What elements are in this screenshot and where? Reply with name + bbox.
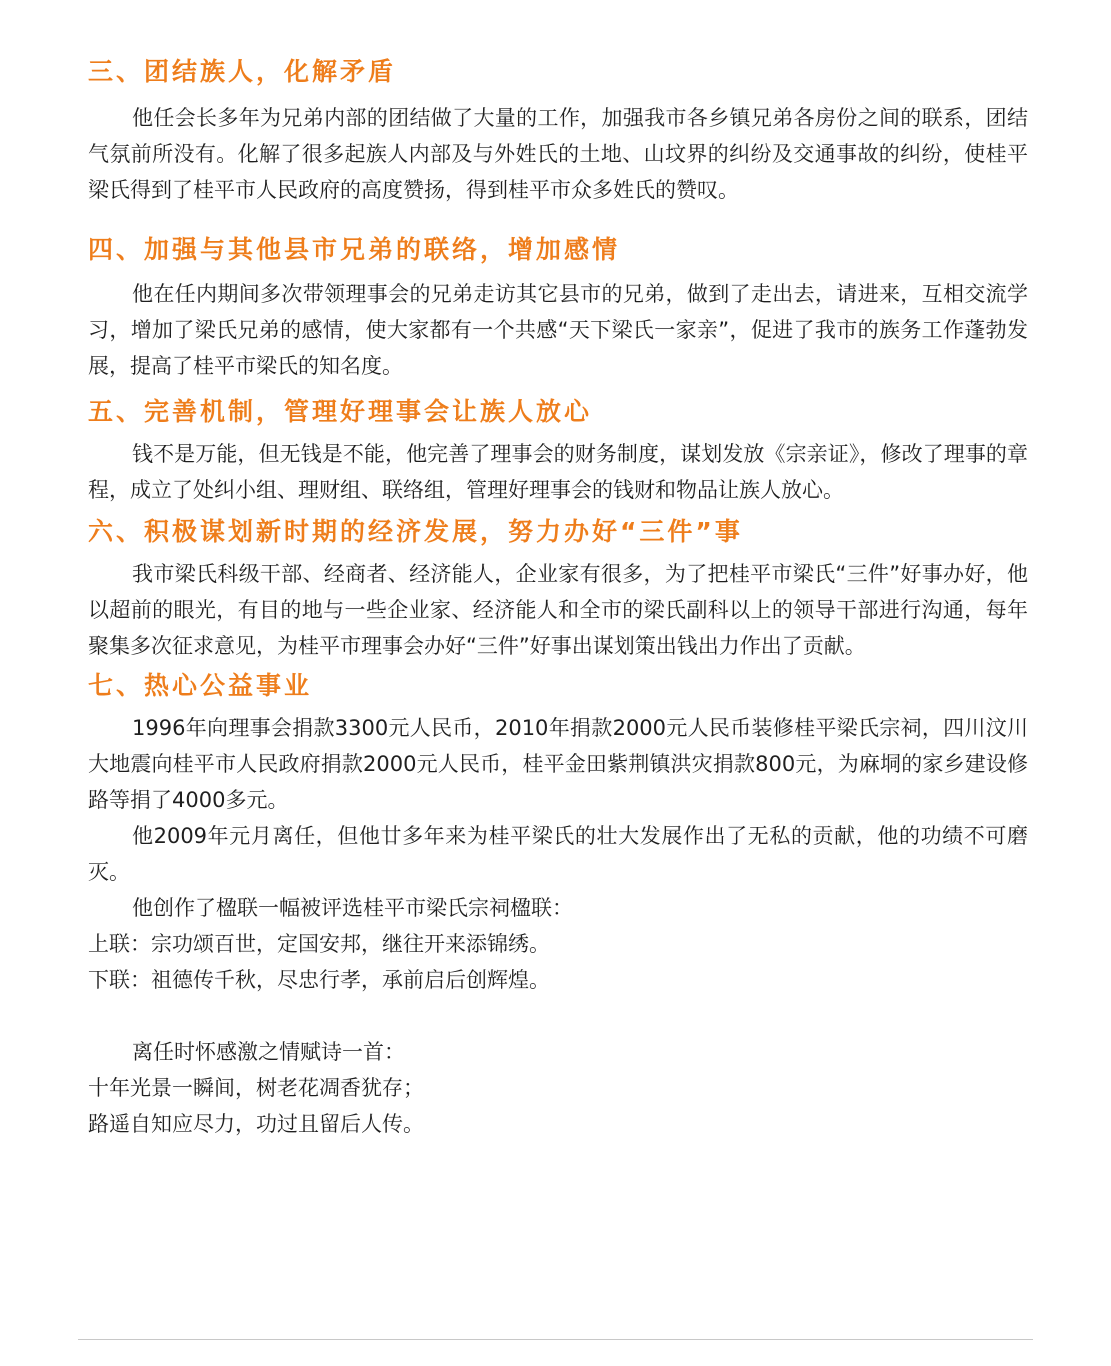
document-body <box>88 52 1028 1142</box>
section-heading: 七、热心公益事业 <box>88 671 313 700</box>
poem-block <box>88 1034 1028 1142</box>
section-paragraph: 钱不是万能，但无钱是不能，他完善了理事会的财务制度，谋划发放《宗亲证》，修改了理事的章程，成立了处纠小组、理财组、联络组，管理好理事会的钱财和物品让族人放心。 <box>88 442 1028 502</box>
section-heading: 三、团结族人，化解矛盾 <box>88 57 397 86</box>
footer-divider <box>78 1339 1033 1340</box>
couplet-intro: 他创作了楹联一幅被评选桂平市梁氏宗祠楹联： <box>132 896 573 920</box>
section-heading: 四、加强与其他县市兄弟的联络，增加感情 <box>88 235 621 264</box>
section-paragraph: 他在任内期间多次带领理事会的兄弟走访其它县市的兄弟，做到了走出去，请进来，互相交流学习，增加了梁氏兄弟的感情，使大家都有一个共感“天下梁氏一家亲”，促进了我市的族务工作蓬勃发展，提高了桂平市梁氏的知名度。 <box>88 282 1028 378</box>
couplet-upper: 上联：宗功颂百世，定国安邦，继往开来添锦绣。 <box>88 932 550 956</box>
section-paragraph: 他任会长多年为兄弟内部的团结做了大量的工作，加强我市各乡镇兄弟各房份之间的联系，团结气氛前所没有。化解了很多起族人内部及与外姓氏的土地、山坟界的纠纷及交通事故的纠纷，使桂平梁氏得到了桂平市人民政府的高度赞扬，得到桂平市众多姓氏的赞叹。 <box>88 106 1028 202</box>
couplet-block <box>88 890 1028 998</box>
couplet-lower: 下联：祖德传千秋，尽忠行孝，承前启后创辉煌。 <box>88 968 550 992</box>
section-heading: 五、完善机制，管理好理事会让族人放心 <box>88 397 593 426</box>
section-3 <box>88 52 1028 208</box>
poem-intro: 离任时怀感激之情赋诗一首： <box>132 1040 405 1064</box>
section-heading: 六、积极谋划新时期的经济发展，努力办好“三件”事 <box>88 517 743 546</box>
section-paragraph: 我市梁氏科级干部、经商者、经济能人，企业家有很多，为了把桂平市梁氏“三件”好事办好，他以超前的眼光，有目的地与一些企业家、经济能人和全市的梁氏副科以上的领导干部进行沟通，每年聚集多次征求意见，为桂平市理事会办好“三件”好事出谋划策出钱出力作出了贡献。 <box>88 562 1028 658</box>
poem-line-2: 路遥自知应尽力，功过且留后人传。 <box>88 1112 424 1136</box>
section-7 <box>88 666 1028 890</box>
section-5 <box>88 392 1028 508</box>
section-paragraph: 他2009年元月离任，但他廿多年来为桂平梁氏的壮大发展作出了无私的贡献，他的功绩不可磨灭。 <box>88 824 1028 884</box>
poem-line-1: 十年光景一瞬间，树老花凋香犹存； <box>88 1076 424 1100</box>
section-4 <box>88 230 1028 384</box>
section-paragraph: 1996年向理事会捐款3300元人民币，2010年捐款2000元人民币装修桂平梁氏宗祠，四川汶川大地震向桂平市人民政府捐款2000元人民币，桂平金田紫荆镇洪灾捐款800元，为麻垌的家乡建设修路等捐了4000多元。 <box>88 716 1028 812</box>
section-6 <box>88 512 1028 664</box>
